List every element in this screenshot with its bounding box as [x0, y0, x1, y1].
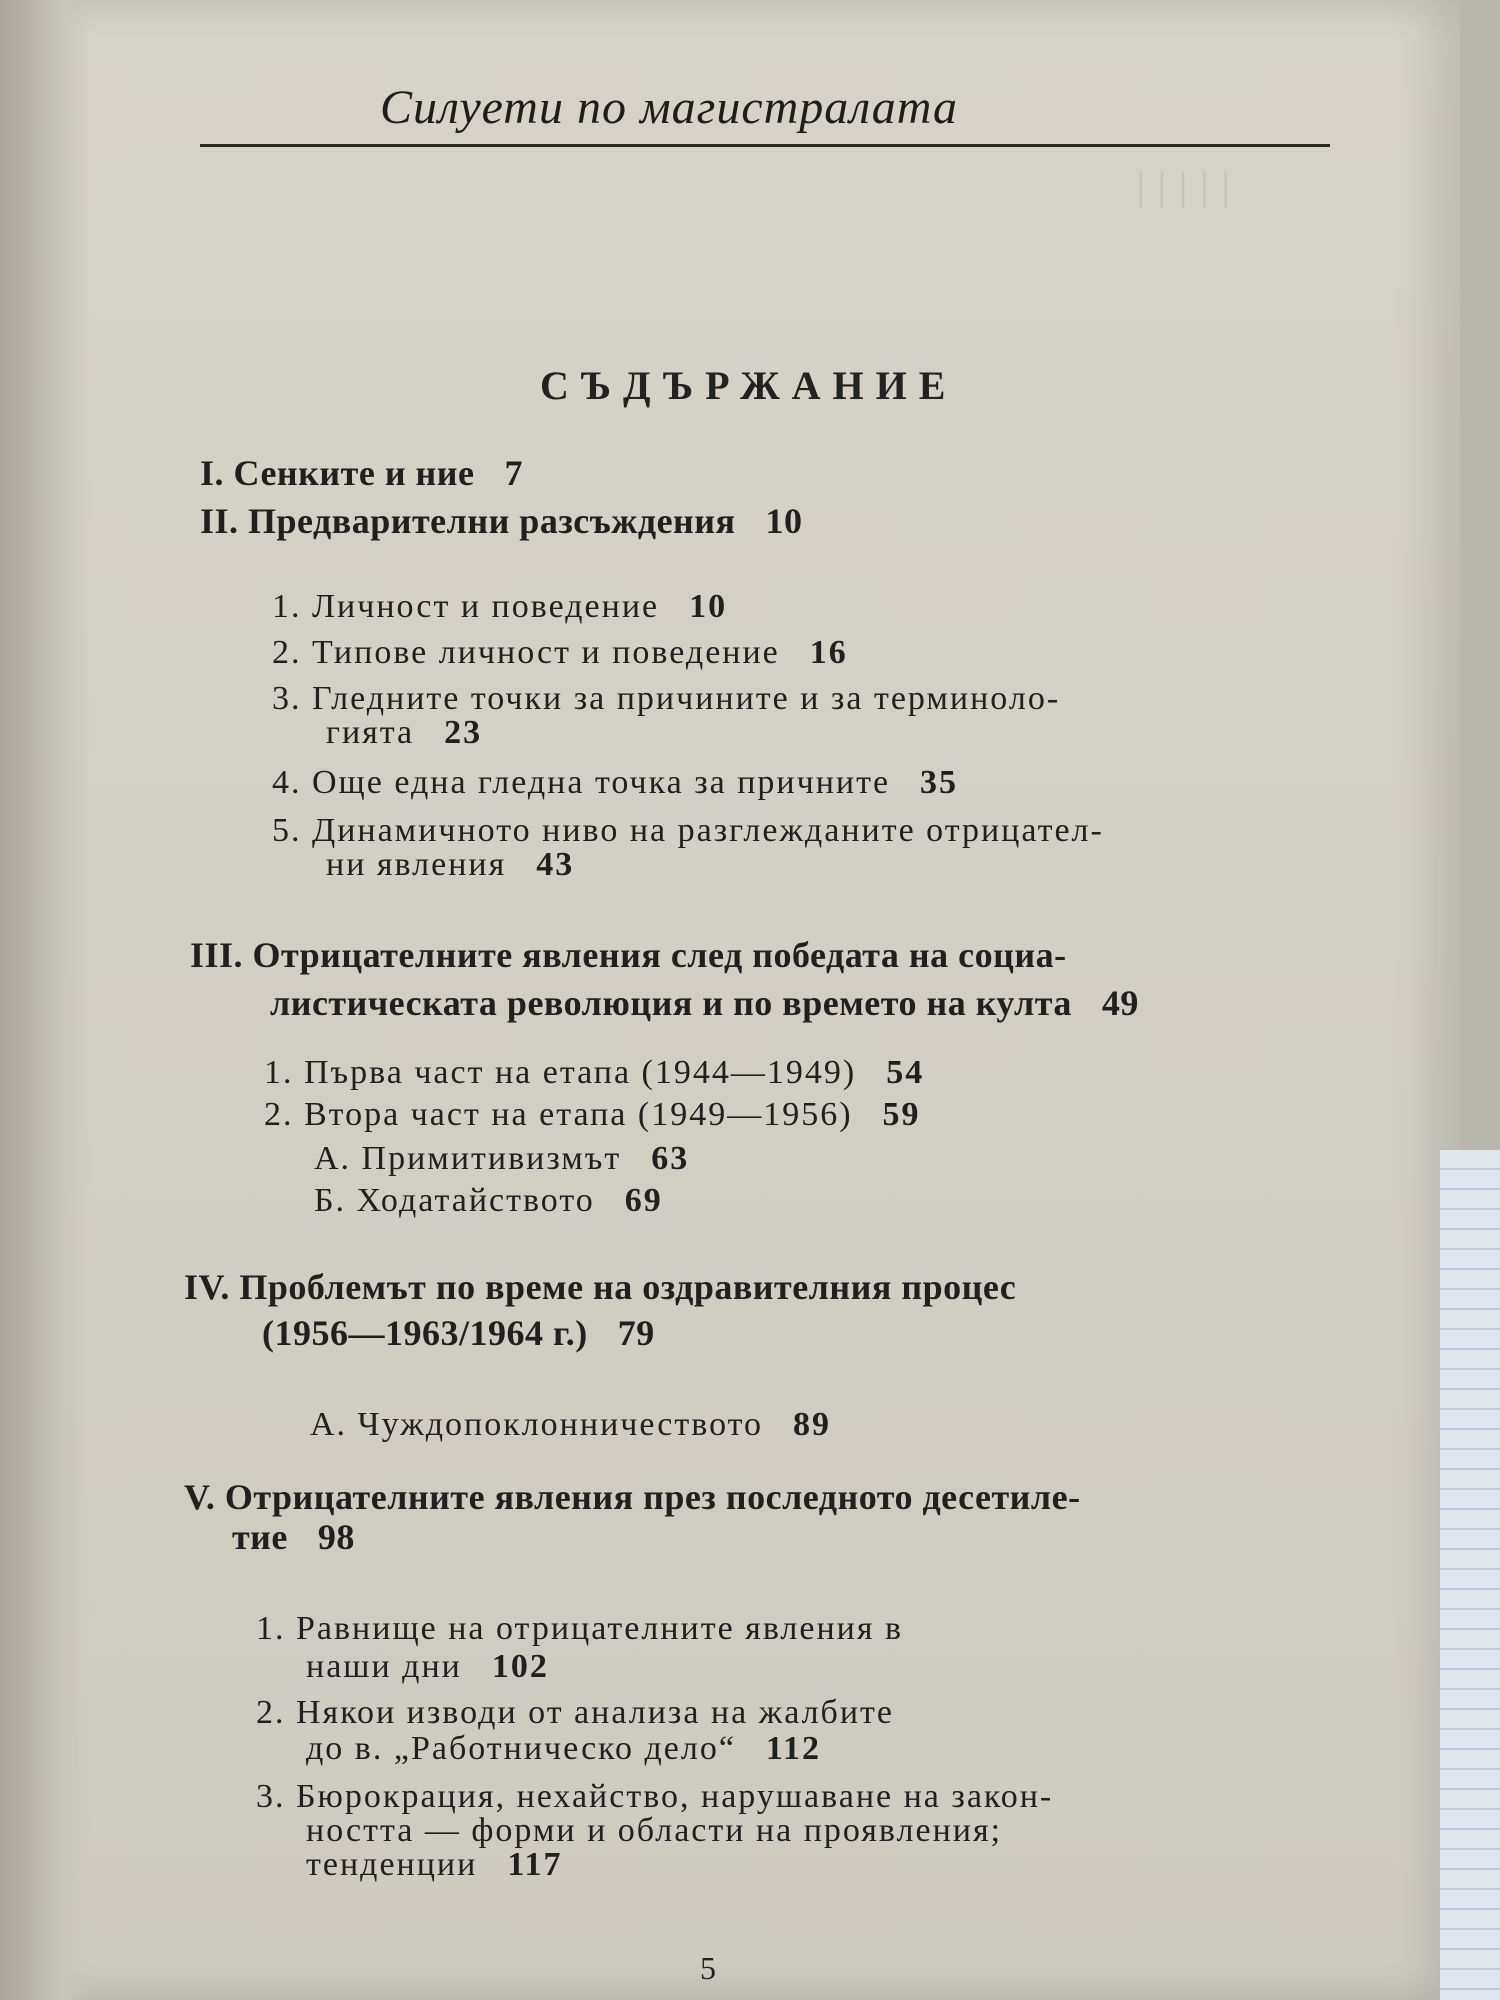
toc-entry-11: [314, 1140, 689, 1178]
toc-entry-label: 2. Типове личност и поведение: [272, 634, 780, 671]
toc-entry-page: 10: [689, 588, 728, 625]
toc-entry-7-cont: [326, 846, 574, 884]
toc-entry-page: 49: [1101, 983, 1139, 1023]
toc-entry-page: 54: [886, 1054, 925, 1091]
toc-entry-label-cont: (1956—1963/1964 г.): [262, 1313, 588, 1353]
toc-entry-label: 1. Личност и поведение: [272, 588, 660, 625]
toc-title: СЪДЪРЖАНИЕ: [540, 363, 958, 408]
toc-entry-page: 69: [624, 1182, 663, 1219]
toc-entry-15-cont: [232, 1516, 355, 1558]
toc-entry-page: 89: [793, 1406, 832, 1443]
toc-entry-page: 23: [444, 714, 483, 751]
toc-entry-page: 16: [809, 634, 848, 671]
toc-entry-16-cont: [306, 1648, 549, 1686]
toc-entry-label: II. Предварителни разсъждения: [200, 501, 736, 541]
running-head-title: Силуети по магистралата: [380, 81, 959, 134]
toc-entry-14: [310, 1406, 831, 1444]
toc-entry-8-cont: [270, 982, 1139, 1024]
toc-entry-label-cont: тие: [232, 1517, 288, 1557]
toc-entry-4: [272, 634, 848, 672]
toc-entry-1: [200, 452, 523, 494]
toc-entry-label-cont: наши дни: [306, 1648, 462, 1685]
toc-entry-label: 3. Гледните точки за причините и за терминоло-: [272, 680, 1061, 717]
toc-entry-label: 1. Равнище на отрицателните явления в: [256, 1610, 904, 1647]
underlying-notebook-paper: [1440, 1150, 1500, 2000]
toc-entry-18: [256, 1778, 1053, 1816]
toc-entry-label: IV. Проблемът по време на оздравителния процес: [184, 1267, 1017, 1307]
toc-entry-page: 63: [651, 1140, 690, 1177]
toc-entry-2: [200, 500, 803, 542]
toc-entry-13-cont: [262, 1312, 655, 1354]
toc-entry-page: 79: [617, 1313, 655, 1353]
toc-entry-10: [264, 1096, 921, 1134]
toc-entry-label: 2. Някои изводи от анализа на жалбите: [256, 1694, 894, 1731]
toc-entry-page: 102: [491, 1648, 549, 1685]
toc-entry-3: [272, 588, 727, 626]
toc-entry-9: [264, 1054, 924, 1092]
toc-entry-label: 4. Още една гледна точка за причните: [272, 764, 891, 801]
toc-entry-page: 98: [317, 1517, 355, 1557]
toc-entry-label: III. Отрицателните явления след победата на социа-: [190, 935, 1067, 975]
toc-entry-18-cont2: [306, 1846, 562, 1884]
toc-entry-page: 59: [882, 1096, 921, 1133]
toc-entry-label: А. Примитивизмът: [314, 1140, 622, 1177]
toc-entry-label: 1. Първа част на етапа (1944—1949): [264, 1054, 857, 1091]
toc-entry-label-cont: гията: [326, 714, 415, 751]
page-number: 5: [700, 1950, 716, 1986]
toc-entry-8: [190, 934, 1067, 976]
toc-entry-16: [256, 1610, 903, 1648]
toc-entry-page: 35: [920, 764, 959, 801]
toc-entry-label: 3. Бюрокрация, нехайство, нарушаване на закон-: [256, 1778, 1054, 1815]
toc-entry-5: [272, 680, 1060, 718]
toc-entry-label-cont: ността — форми и области на проявления;: [306, 1812, 1003, 1849]
toc-entry-13: [184, 1266, 1016, 1308]
page-gutter: [0, 0, 90, 2000]
show-through: │││││: [1130, 173, 1237, 206]
toc-entry-page: 117: [507, 1846, 563, 1883]
toc-entry-18-cont: [306, 1812, 1002, 1850]
toc-entry-label: V. Отрицателните явления през последното десетиле-: [184, 1477, 1081, 1517]
toc-entry-label-cont: ни явления: [326, 846, 507, 883]
toc-entry-label: I. Сенките и ние: [200, 453, 475, 493]
toc-entry-label-cont: тенденции: [306, 1846, 478, 1883]
toc-entry-6: [272, 764, 958, 802]
toc-entry-label: А. Чуждопоклонничеството: [310, 1406, 764, 1443]
toc-entry-page: 43: [536, 846, 575, 883]
toc-entry-page: 10: [765, 501, 803, 541]
toc-entry-15: [184, 1476, 1081, 1518]
toc-entry-page: 112: [765, 1730, 822, 1767]
toc-entry-12: [314, 1182, 663, 1220]
toc-entry-5-cont: [326, 714, 482, 752]
running-head: [200, 80, 1330, 150]
toc-entry-label: Б. Ходатайството: [314, 1182, 595, 1219]
toc-entry-label: 5. Динамичното ниво на разглежданите отрицател-: [272, 812, 1104, 849]
running-head-rule: [200, 144, 1330, 147]
toc-entry-17: [256, 1694, 894, 1732]
toc-entry-page: 7: [504, 453, 524, 493]
toc-entry-7: [272, 812, 1104, 850]
toc-entry-17-cont: [306, 1730, 821, 1768]
toc-entry-label: 2. Втора част на етапа (1949—1956): [264, 1096, 853, 1133]
toc-entry-label-cont: до в. „Работническо дело“: [306, 1730, 736, 1767]
toc-entry-label-cont: листическата революция и по времето на култа: [270, 983, 1072, 1023]
